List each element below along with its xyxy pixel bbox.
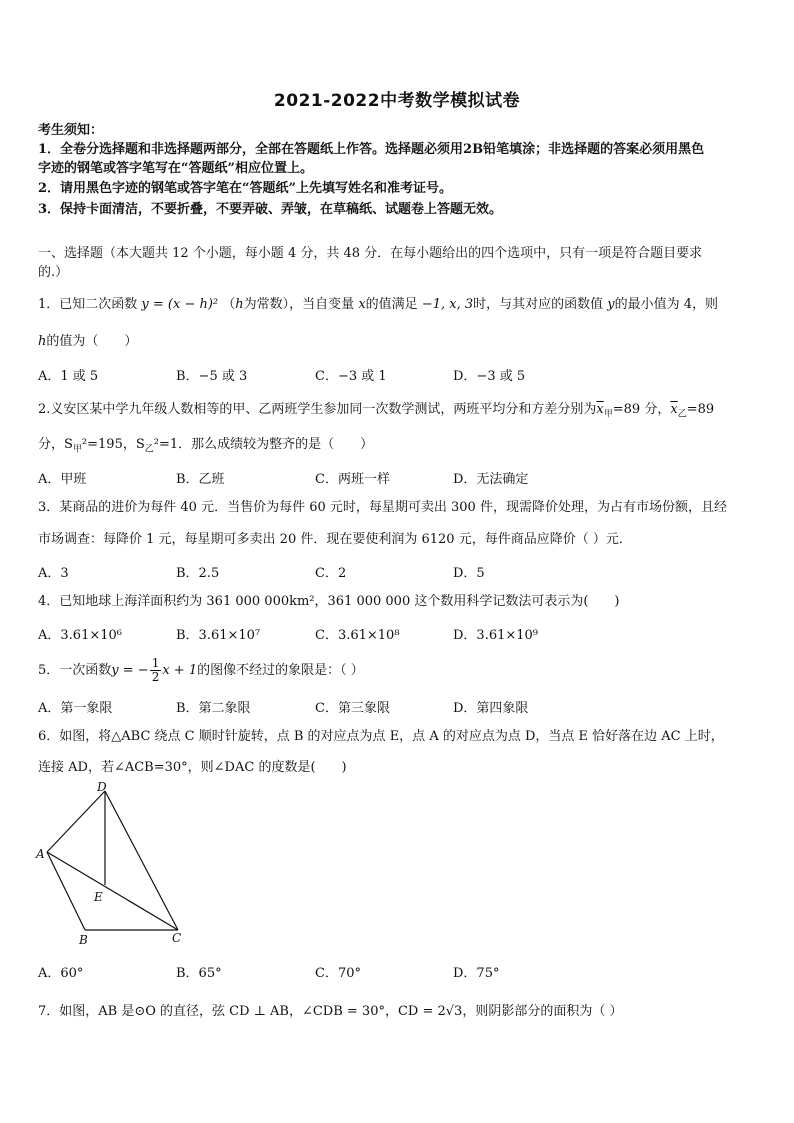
- q1-option-a[interactable]: A．1 或 5: [38, 369, 99, 384]
- q3-option-b[interactable]: B．2.5: [176, 566, 220, 581]
- q6-option-c[interactable]: C．70°: [315, 966, 361, 981]
- q5-stem: 5．一次函数y = − $\frac{1}{2}$ x + 1的图像不经过的象限是：（ ）: [38, 656, 364, 684]
- notice-item-3: 3．保持卡面清洁，不要折叠，不要弄破、弄皱，在草稿纸、试题卷上答题无效。: [38, 202, 503, 217]
- label-B: B: [79, 933, 88, 947]
- q7-stem: 7．如图，AB 是⊙O 的直径，弦 CD ⊥ AB，∠CDB = 30°，CD = 2√3，则阴影部分的面积为（ ）: [38, 1004, 623, 1019]
- section-heading-b: 的.）: [38, 265, 69, 280]
- q4-option-c[interactable]: C．3.61×10⁸: [315, 628, 400, 643]
- q6-option-b[interactable]: B．65°: [176, 966, 222, 981]
- q1-stem-2: h的值为（ ）: [38, 334, 138, 349]
- q1-option-b[interactable]: B．−5 或 3: [176, 369, 248, 384]
- q2-stem-2: 分，$S_甲^2=195$，$S_乙^2=1$．那么成绩较为整齐的是（ ）: [38, 437, 374, 455]
- q2-stem: 2.义安区某中学九年级人数相等的甲、乙两班学生参加同一次数学测试，两班平均分和方差分别为$\overline{x}_甲=89$ 分，$\overline{x}_乙=89$: [38, 402, 715, 420]
- q6-geometry-figure: [34, 780, 194, 950]
- q2-option-c[interactable]: C．两班一样: [315, 472, 390, 487]
- q4-option-a[interactable]: A．3.61×10⁶: [38, 628, 122, 643]
- q3-stem: 3．某商品的进价为每件 40 元．当售价为每件 60 元时，每星期可卖出 300 件，现需降价处理，为占有市场份额，且经: [38, 500, 727, 515]
- segment-AD: [47, 791, 105, 852]
- q5-fraction: $\frac{1}{2}$: [151, 656, 160, 684]
- q6-option-d[interactable]: D．75°: [453, 966, 500, 981]
- q6-stem: 6．如图，将△ABC 绕点 C 顺时针旋转，点 B 的对应点为点 E，点 A 的对应点为点 D，当点 E 恰好落在边 AC 上时，: [38, 729, 724, 744]
- q2-option-b[interactable]: B．乙班: [176, 472, 225, 487]
- q5-option-b[interactable]: B．第二象限: [176, 701, 251, 716]
- label-D: D: [97, 780, 107, 794]
- notice-item-1a: 1．全卷分选择题和非选择题两部分，全部在答题纸上作答。选择题必须用2B铅笔填涂；非选择题的答案必须用黑色: [38, 142, 705, 157]
- q3-option-a[interactable]: A．3: [38, 566, 69, 581]
- q5-option-d[interactable]: D．第四象限: [453, 701, 529, 716]
- q5-option-c[interactable]: C．第三象限: [315, 701, 390, 716]
- label-E: E: [94, 890, 103, 904]
- q3-stem-2: 市场调查：每降价 1 元，每星期可多卖出 20 件．现在要使利润为 6120 元，每件商品应降价（ ）元．: [38, 532, 632, 547]
- notice-item-1b: 字迹的钢笔或答字笔写在“答题纸”相应位置上。: [38, 161, 313, 176]
- q1-formula: y = (x − h)²: [141, 297, 219, 312]
- notice-item-2: 2．请用黑色字迹的钢笔或答字笔在“答题纸”上先填写姓名和准考证号。: [38, 181, 453, 196]
- q5-option-a[interactable]: A．第一象限: [38, 701, 113, 716]
- q6-option-a[interactable]: A．60°: [38, 966, 84, 981]
- q1-stem: 1．已知二次函数 y = (x − h)² （h为常数），当自变量 x的值满足 −1, x, 3时，与其对应的函数值 y的最小值为 4，则: [38, 297, 719, 312]
- segment-DC: [105, 791, 178, 930]
- q1-option-d[interactable]: D．−3 或 5: [453, 369, 526, 384]
- label-C: C: [172, 931, 182, 945]
- q1-option-c[interactable]: C．−3 或 1: [315, 369, 387, 384]
- q4-stem: 4．已知地球上海洋面积约为 361 000 000km²，361 000 000 这个数用科学记数法可表示为( ): [38, 594, 620, 609]
- q3-option-d[interactable]: D．5: [453, 566, 485, 581]
- q2-option-d[interactable]: D．无法确定: [453, 472, 529, 487]
- section-heading-a: 一、选择题（本大题共 12 个小题，每小题 4 分，共 48 分．在每小题给出的四个选项中，只有一项是符合题目要求: [38, 246, 703, 261]
- q4-option-b[interactable]: B．3.61×10⁷: [176, 628, 261, 643]
- q2-option-a[interactable]: A．甲班: [38, 472, 87, 487]
- exam-title: 2021-2022中考数学模拟试卷: [273, 91, 521, 111]
- q1-range: −1, x, 3: [421, 297, 474, 312]
- q3-option-c[interactable]: C．2: [315, 566, 347, 581]
- label-A: A: [36, 847, 45, 861]
- q4-option-d[interactable]: D．3.61×10⁹: [453, 628, 539, 643]
- q6-stem-2: 连接 AD，若∠ACB=30°，则∠DAC 的度数是( ): [38, 760, 347, 775]
- notice-heading: 考生须知：: [38, 123, 104, 138]
